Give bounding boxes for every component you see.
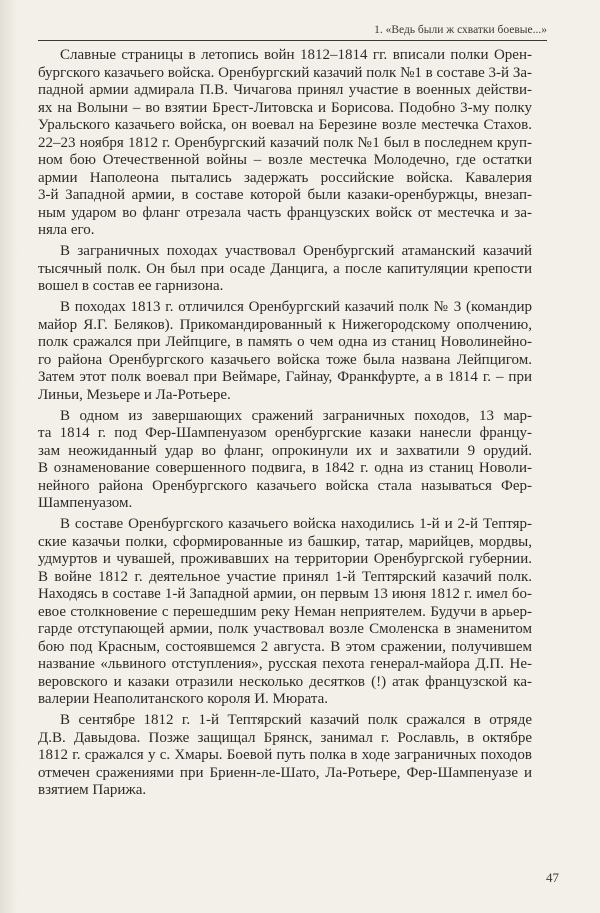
text-line: 3-й Западной армии, в составе которой были казаки-оренбуржцы, внезап-: [38, 187, 532, 203]
text-line: бургского казачьего войска. Оренбургский казачий полк №1 в составе 3-й За-: [38, 64, 532, 81]
text-line: нейного района Оренбургского казачьего войска стала называться Фер-: [38, 477, 532, 494]
text-line: го района Оренбургского казачьего войска тоже была названа Лейпцигом.: [38, 351, 532, 368]
text-line: ным ударом во фланг отрезала часть французских войск от местечка и за-: [38, 204, 532, 221]
page-shadow-edge: [0, 0, 18, 913]
text-line: отмечен сражениями при Бриенн-ле-Шато, Ла-Ротьере, Фер-Шампенуазе и: [38, 764, 532, 781]
text-line: гарде отступающей армии, полк участвовал возле Смоленска в знаменитом: [38, 621, 532, 637]
text-line: тысячный полк. Он был при осаде Данцига, а после капитуляции крепости: [38, 260, 532, 277]
text-line: Славные страницы в летопись войн 1812–1814 гг. вписали полки Орен-: [60, 47, 532, 63]
text-line: та 1814 г. под Фер-Шампенуазом оренбургские казаки нанесли францу-: [38, 425, 532, 441]
text-line: Д.В. Давыдова. Позже защищал Брянск, занимал г. Рославль, в октябре: [38, 729, 532, 746]
text-line: название «львиного отступления», русская пехота генерал-майора Д.П. Не-: [38, 656, 532, 672]
text-line: армии Наполеона пытались задержать российские войска. Кавалерия: [38, 169, 532, 186]
page-number: 47: [546, 870, 559, 885]
paragraph: [38, 408, 532, 513]
running-header: 1. «Ведь были ж схватки боевые...»: [374, 24, 547, 36]
text-line: В заграничных походах участвовал Оренбургский атаманский казачий: [60, 243, 532, 259]
text-line: Затем этот полк воевал при Веймаре, Гайнау, Франкфурте, а в 1814 г. – при: [38, 369, 532, 385]
text-line: ские казачьи полки, сформированные из башкир, татар, марийцев, мордвы,: [38, 533, 532, 550]
paragraph: [38, 516, 532, 709]
text-line: вошел в состав ее гарнизона.: [38, 278, 224, 294]
text-line: ном бою Отечественной войны – возле местечка Молодечно, где остатки: [38, 152, 532, 168]
paragraph: [38, 299, 532, 404]
text-line: бою под Красным, состоявшемся 2 августа. В этом сражении, получившем: [38, 638, 532, 655]
text-line: полк сражался при Лейпциге, в память о чем одна из станиц Новолинейно-: [38, 334, 532, 350]
text-line: Уральского казачьего войска, он воевал на Березине возле местечка Стахов.: [38, 117, 532, 133]
header-rule: [38, 40, 547, 41]
text-line: Находясь в составе 1-й Западной армии, он первым 13 июня 1812 г. имел бо-: [38, 586, 532, 602]
paragraph: [38, 47, 532, 240]
text-line: В войне 1812 г. деятельное участие принял 1-й Тептярский казачий полк.: [38, 568, 532, 585]
text-line: 1812 г. сражался у с. Хмары. Боевой путь полка в ходе заграничных походов: [38, 747, 532, 763]
text-line: майор Я.Г. Беляков). Прикомандированный к Нижегородскому ополчению,: [38, 316, 532, 333]
text-line: В сентябре 1812 г. 1-й Тептярский казачий полк сражался в отряде: [60, 712, 532, 728]
text-line: взятием Парижа.: [38, 782, 147, 798]
page-body: [38, 47, 532, 803]
text-line: В составе Оренбургского казачьего войска находились 1-й и 2-й Тептяр-: [60, 516, 532, 532]
text-line: падной армии адмирала П.В. Чичагова принял участие в военных действи-: [38, 82, 532, 98]
paragraph: [38, 712, 532, 800]
text-line: евое столкновение с перешедшим реку Неман неприятелем. Будучи в арьер-: [38, 603, 532, 620]
text-line: удмуртов и чувашей, проживавших на территории Оренбургской губернии.: [38, 551, 532, 567]
text-line: валерии Неаполитанского короля И. Мюрата.: [38, 691, 328, 707]
text-line: зам неожиданный удар во фланг, опрокинули их и захватили 9 орудий.: [38, 442, 532, 459]
text-line: Линьи, Мезьере и Ла-Ротьере.: [38, 386, 231, 403]
text-line: В одном из завершающих сражений заграничных походов, 13 мар-: [60, 407, 532, 424]
text-line: веровского и казаки отразили несколько десятков (!) атак французской ка-: [38, 673, 532, 690]
text-line: Шампенуазом.: [38, 495, 133, 511]
text-line: 22–23 ноября 1812 г. Оренбургский казачий полк №1 был в последнем круп-: [38, 134, 532, 151]
text-line: В ознаменование совершенного подвига, в 1842 г. одна из станиц Новоли-: [38, 460, 532, 476]
paragraph: [38, 243, 532, 296]
text-line: ях на Волыни – во взятии Брест-Литовска и Борисова. Подобно 3-му полку: [38, 99, 532, 116]
text-line: В походах 1813 г. отличился Оренбургский казачий полк № 3 (командир: [60, 299, 532, 315]
text-line: няла его.: [38, 222, 95, 238]
